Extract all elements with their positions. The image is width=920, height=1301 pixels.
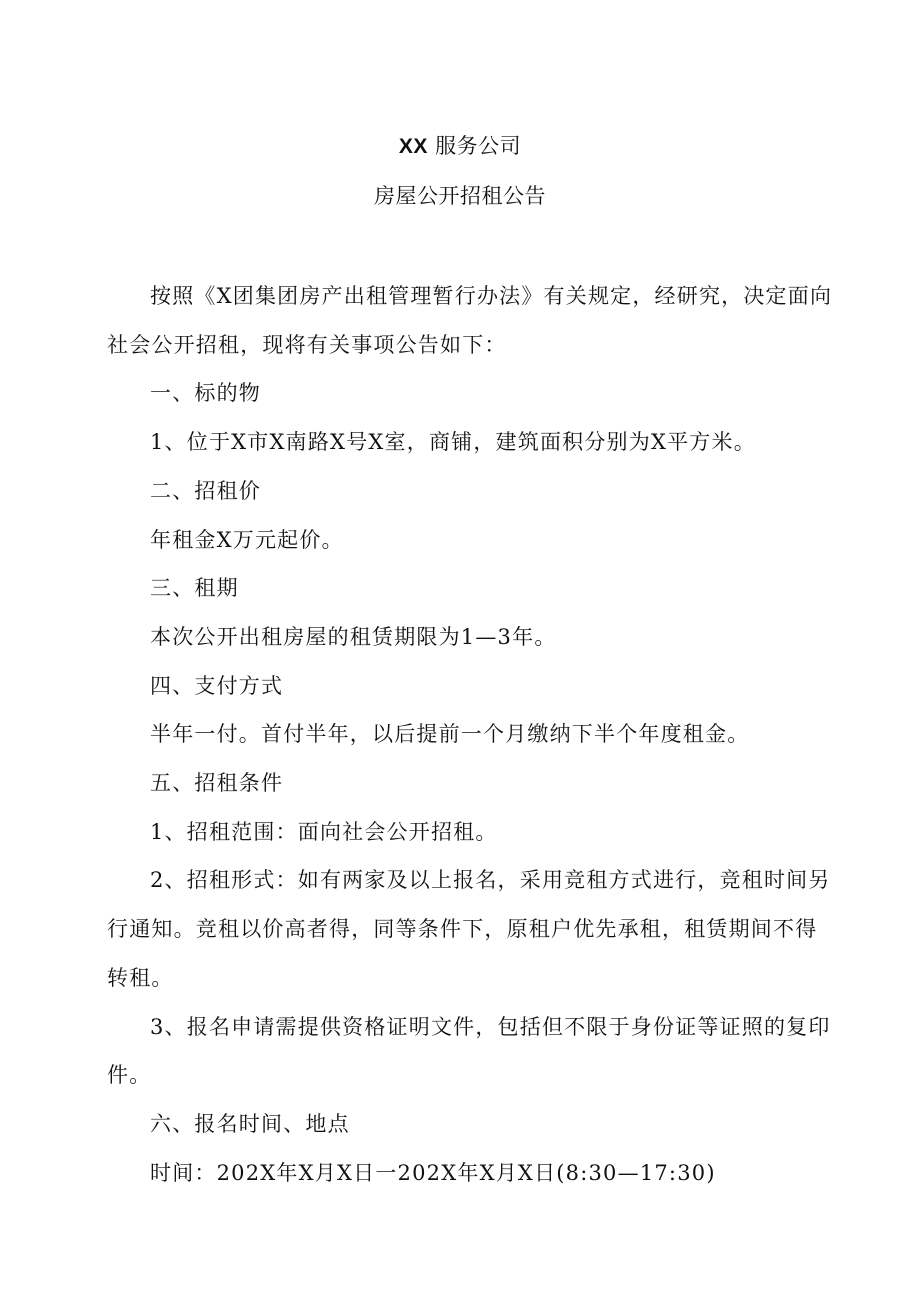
section-5-item-2-line-1: 2、招租形式：如有两家及以上报名，采用竞租方式进行，竞租时间另 <box>150 868 831 893</box>
section-2-heading: 二、招租价 <box>150 478 261 503</box>
section-3-heading: 三、租期 <box>150 576 239 601</box>
intro-line-1: 按照《X团集团房产出租管理暂行办法》有关规定，经研究，决定面向 <box>150 284 833 308</box>
section-5-item-2-line-2: 行通知。竞租以价高者得，同等条件下，原租户优先承租，租赁期间不得 <box>107 917 818 942</box>
section-4-text: 半年一付。首付半年，以后提前一个月缴纳下半个年度租金。 <box>150 722 750 747</box>
section-4-heading: 四、支付方式 <box>150 673 284 698</box>
org-name-text: 服务公司 <box>435 134 522 158</box>
section-5-heading: 五、招租条件 <box>150 771 284 796</box>
section-3-text: 本次公开出租房屋的租赁期限为1—3年。 <box>150 624 557 649</box>
section-2-text: 年租金X万元起价。 <box>150 527 344 552</box>
section-5-item-3-line-1: 3、报名申请需提供资格证明文件，包括但不限于身份证等证照的复印 <box>150 1014 831 1039</box>
org-mark: XX <box>398 135 428 158</box>
document-title: 房屋公开招租公告 <box>374 184 546 208</box>
section-6-heading: 六、报名时间、地点 <box>150 1111 350 1136</box>
section-5-item-2-line-3: 转租。 <box>107 965 174 990</box>
section-5-item-3-line-2: 件。 <box>107 1063 152 1088</box>
section-6-time: 时间：202X年X月X日一202X年X月X日(8:30—17:30) <box>150 1160 716 1185</box>
intro-line-2: 社会公开招租，现将有关事项公告如下： <box>107 332 507 357</box>
organization-name <box>0 130 920 160</box>
document-body <box>107 272 833 1197</box>
section-1-heading: 一、标的物 <box>150 381 261 406</box>
section-1-item-1: 1、位于X市X南路X号X室，商铺，建筑面积分别为X平方米。 <box>150 430 756 455</box>
section-5-item-1: 1、招租范围：面向社会公开招租。 <box>150 819 498 844</box>
